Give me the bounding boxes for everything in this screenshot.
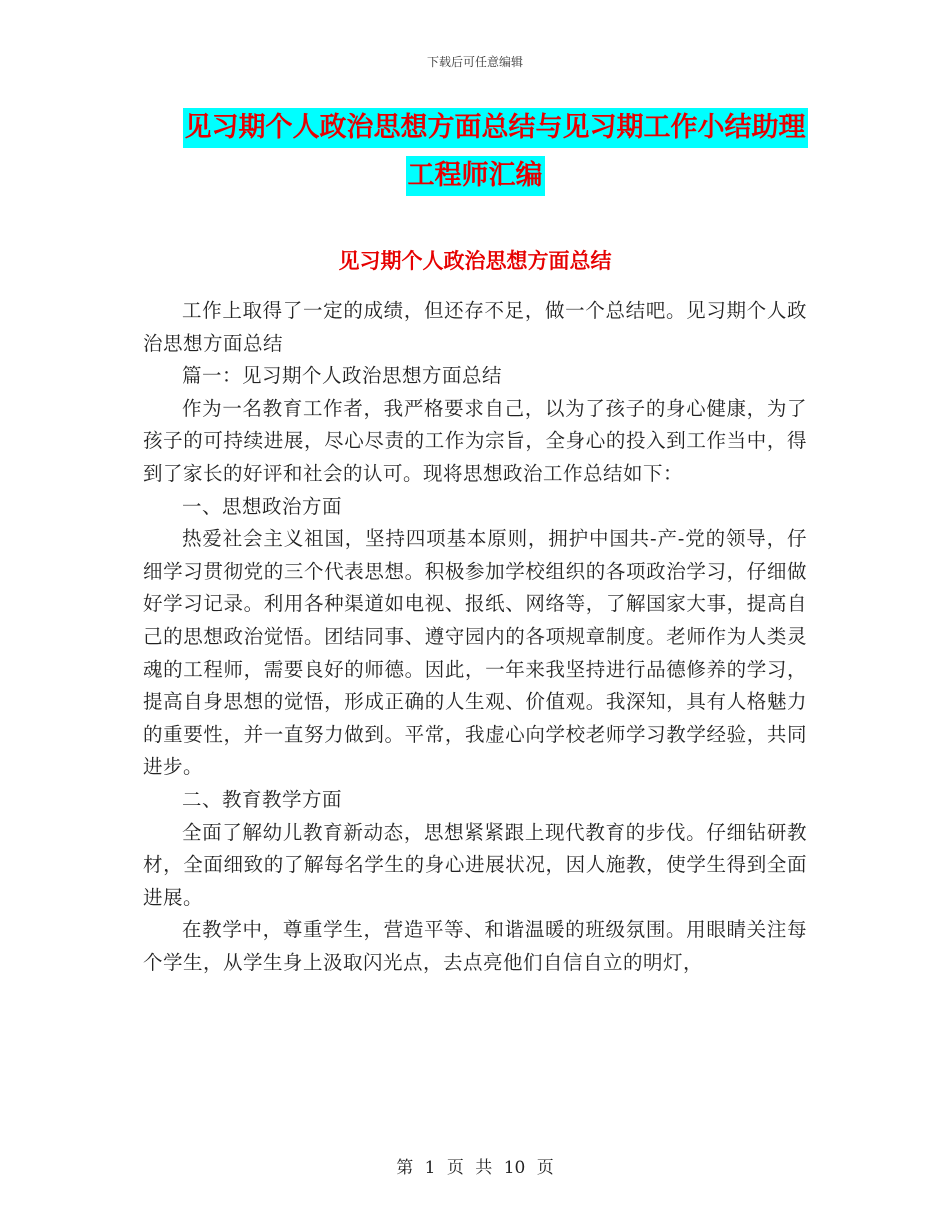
title-line-1: 见习期个人政治思想方面总结与见习期工作小结助理 bbox=[183, 108, 808, 148]
paragraph: 一、思想政治方面 bbox=[182, 494, 343, 518]
document-title bbox=[0, 108, 950, 204]
section-heading: 见习期个人政治思想方面总结 bbox=[338, 249, 612, 273]
paragraph: 全面了解幼儿教育新动态，思想紧紧跟上现代教育的步伐。仔细钻研教材，全面细致的了解每名学生的身心进展状况，因人施教，使学生得到全面进展。 bbox=[143, 820, 807, 909]
paragraph: 热爱社会主义祖国，坚持四项基本原则，拥护中国共-产-党的领导，仔细学习贯彻党的三个代表思想。积极参加学校组织的各项政治学习，仔细做好学习记录。利用各种渠道如电视、报纸、网络等，了解国家大事，提高自己的思想政治觉悟。团结同事、遵守园内的各项规章制度。老师作为人类灵魂的工程师，需要良好的师德。因此，一年来我坚持进行品德修养的学习，提高自身思想的觉悟，形成正确的人生观、价值观。我深知，具有人格魅力的重要性，并一直努力做到。平常，我虚心向学校老师学习教学经验，共同进步。 bbox=[143, 527, 807, 779]
paragraph: 作为一名教育工作者，我严格要求自己，以为了孩子的身心健康，为了孩子的可持续进展，尽心尽责的工作为宗旨，全身心的投入到工作当中，得到了家长的好评和社会的认可。现将思想政治工作总结如下： bbox=[143, 396, 807, 485]
document-body bbox=[143, 295, 807, 979]
header-note: 下载后可任意编辑 bbox=[426, 55, 523, 69]
paragraph: 在教学中，尊重学生，营造平等、和谐温暖的班级氛围。用眼睛关注每个学生，从学生身上汲取闪光点，去点亮他们自信自立的明灯， bbox=[143, 918, 807, 974]
title-line-2: 工程师汇编 bbox=[406, 156, 545, 196]
paragraph: 二、教育教学方面 bbox=[182, 787, 343, 811]
paragraph: 工作上取得了一定的成绩，但还存不足，做一个总结吧。见习期个人政治思想方面总结 bbox=[143, 299, 807, 355]
page-number: 第 1 页 共 10 页 bbox=[396, 1158, 554, 1178]
paragraph: 篇一：见习期个人政治思想方面总结 bbox=[182, 364, 503, 388]
